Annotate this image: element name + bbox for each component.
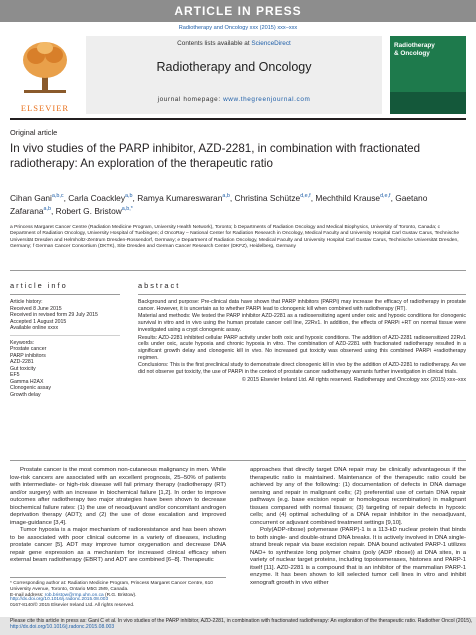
journal-cover-thumbnail <box>390 36 466 114</box>
author-name: , Ramya Kumareswaran <box>132 192 223 203</box>
elsevier-logo <box>10 36 80 114</box>
publisher-name: ELSEVIER <box>20 103 70 113</box>
body-paragraph: Poly(ADP-ribose) polymerase (PARP)-1 is a 113-kD nuclear protein that binds to both single- and double-strand DNA breaks. It is actively involved in DNA single-strand break repair via base excision repair. DNA bound activated PARP-1 utilizes NAD+ to synthesize long polymer chains (poly (ADP ribose)) at DNA sites, in a variety of nuclear target proteins, including topoisomerases, histones and PARP-1 itself [11]. AZD-2281 is a compound that is an inhibitor of the mammalian PARP-1 enzyme. It has been shown to kill selected tumor cell lines in vitro and inhibit xenograft growth in vivo either <box>250 527 466 586</box>
affiliation-marker[interactable]: a,b,* <box>121 206 133 213</box>
history-line: Article history: <box>10 299 43 305</box>
author-name: , Mechthild Krause <box>310 192 381 203</box>
journal-citation-line[interactable]: Radiotherapy and Oncology xxx (2015) xxx–xxx <box>178 25 298 31</box>
cite-doi-link[interactable]: http://dx.doi.org/10.1016/j.radonc.2015.08.003 <box>10 624 115 631</box>
elsevier-tree-icon <box>18 38 72 96</box>
history-line: Received 8 June 2015 <box>10 305 62 312</box>
author-name: Cihan Gani <box>10 192 52 203</box>
author-name: , Christina Schütze <box>229 192 301 203</box>
cite-this-article-box <box>0 617 476 635</box>
email-suffix: (R.G. Bristow). <box>103 593 137 598</box>
header-divider <box>10 118 466 120</box>
author-name: , Robert G. Bristow <box>51 206 122 216</box>
author-email-link[interactable]: rob.bristow@rmp.uhn.on.ca <box>44 593 104 598</box>
article-info-heading: article info <box>10 281 120 295</box>
sciencedirect-link[interactable]: ScienceDirect <box>251 40 291 47</box>
abstract-methods: Material and methods: We tested the PARP inhibitor AZD-2281 as a radiosensitizing agent under oxic and hypoxic conditions for clonogenic survival in vitro and in vivo using the human prostate cancer cell line, 22Rv1. In addition, the effects of PARPi +RT on normal tissue were investigated using a crypt clonogenic assay. <box>138 313 466 333</box>
email-prefix: E-mail address: <box>10 593 45 598</box>
corresponding-author-footnote <box>10 577 226 599</box>
affiliation-marker[interactable]: a,b <box>43 206 52 213</box>
affiliation-marker[interactable]: a,b <box>222 193 230 199</box>
body-right-column <box>250 467 466 587</box>
doi-link[interactable]: http://dx.doi.org/10.1016/j.radonc.2015.08.003 <box>10 597 109 602</box>
abstract-divider <box>10 460 466 461</box>
keyword-item: Gamma H2AX <box>10 378 44 385</box>
journal-title: Radiotherapy and Oncology <box>156 60 312 74</box>
abstract-background: Background and purpose: Pre-clinical data have shown that PARP inhibitors (PARPi) may increase the efficacy of radiotherapy in prostate cancer. However, it is uncertain as to whether PARPi lead to clonogenic kill when combined with radiotherapy (RT). <box>138 299 466 312</box>
keyword-item: Gut toxicity <box>10 365 36 372</box>
keyword-item: AZD-2281 <box>10 359 34 365</box>
history-line: Available online xxxx <box>10 325 59 331</box>
affiliation-marker[interactable]: d,e,f <box>300 193 311 199</box>
cite-text: Please cite this article in press as: Gani C et al. In vivo studies of the PARP inhibitor, AZD-2281, in combination with fractionated radiotherapy: An exploration of the therapeutic ratio. Radiother Oncol (2015), <box>10 618 473 624</box>
issn-copyright: 0167-8140/© 2015 Elsevier Ireland Ltd. All rights reserved. <box>10 603 135 608</box>
keyword-item: PARP inhibitors <box>10 352 46 359</box>
doi-block <box>10 597 226 609</box>
affiliation-marker[interactable]: a,b,c <box>51 193 64 199</box>
article-in-press-banner: ARTICLE IN PRESS <box>0 0 476 22</box>
body-left-column <box>10 467 226 565</box>
keyword-item: EF5 <box>10 372 20 378</box>
cover-title: Radiotherapy & Oncology <box>394 42 435 57</box>
abstract-conclusions: Conclusions: This is the first preclinical study to demonstrate direct clonogenic kill in vivo by the addition of AZD-2281 to radiotherapy. As we did not observe gut toxicity, the use of PARPi in the context of prostate cancer radiotherapy warrants further investigation in clinical trials. <box>138 362 466 376</box>
journal-header <box>10 36 466 116</box>
journal-title-block <box>86 36 382 114</box>
footnote-text: * Corresponding author at: Radiation Medicine Program, Princess Margaret Cancer Centre, 610 University Avenue, Toronto, Ontario M5G 2M9, Canada. <box>10 581 213 592</box>
body-paragraph: approaches that directly target DNA repair may be clinically advantageous if the therapeutic ratio is maintained. Maintenance of the therapeutic ratio could be achieved by any of the following: (1) documentation of defects in DNA damage sensing and repair in malignant cells; (2) preferential use of certain DNA repair pathways (e.g. base excision repair or homologous recombination) in malignant tissues compared with normal tissues; (3) targeting of repair defects in hypoxic cells; and (4) optimal scheduling of a DNA repair inhibitor in the neoadjuvant, concurrent or adjuvant combined treatment settings [9,10]. <box>250 467 466 526</box>
article-type: Original article <box>10 128 58 137</box>
keyword-item: Clonogenic assay <box>10 385 51 391</box>
affiliation-divider <box>10 270 466 271</box>
author-list <box>10 191 466 217</box>
journal-homepage-link[interactable]: www.thegreenjournal.com <box>223 96 311 103</box>
affiliations: a Princess Margaret Cancer Centre (Radiation Medicine Program, University Health Network), Toronto; b Departments of Radiation Oncology and Medical Biophysics, University of Toronto, Canada; c Department of Radiation Oncology, University Hospital of Tuebingen; d OncoRay – National Center for Radiation Research in Oncology, Medical Faculty and University Hospital Carl Gustav Carus, Technische Universität Dresden and Helmholtz-Zentrum Dresden-Rossendorf, Germany; e Department of Radiation Oncology, Medical Faculty and University Hospital Carl Gustav Carus, Technische Universität Dresden, Germany; f German Cancer Consortium (DKTK), Site Dresden and German Cancer Research Center (DKFZ), Heidelberg, Germany <box>10 225 460 250</box>
affiliation-marker[interactable]: a,b <box>125 193 133 199</box>
abstract-results: Results: AZD-2281 inhibited cellular PARP activity under both oxic and hypoxic conditions. The addition of AZD-2281 radiosensitized 22Rv1 cells under oxic, acute hypoxia and chronic hypoxia in vitro. The combination of AZD-2281 with fractionated radiotherapy resulted in a significant growth delay and clonogenic kill in vivo. No increased gut toxicity was observed using this combined PARPi +radiotherapy regimen. <box>138 334 466 361</box>
homepage-prefix: journal homepage: <box>157 96 224 103</box>
body-paragraph: Prostate cancer is the most common non-cutaneous malignancy in men. While low-risk cancers are associated with an excellent prognosis, 25–50% of patients with intermediate- or high-risk disease will fail primary therapy (radiotherapy (RT) and/or surgery) with an increase in biochemical failure [1,2]. In order to improve outcomes after radiotherapy two major strategies have been shown to decrease biochemical failure rates: (1) the use of neoadjuvant and/or concomitant androgen deprivation therapy (ADT); and (2) the use of dose escalation and improved image-guidance [3,4]. <box>10 467 226 526</box>
keyword-item: Growth delay <box>10 391 41 398</box>
contents-prefix: Contents lists available at <box>177 40 252 47</box>
contents-line <box>86 40 382 47</box>
article-info-column <box>10 281 120 398</box>
author-name: , Carla Coackley <box>63 192 126 203</box>
history-line: Received in revised form 29 July 2015 <box>10 312 98 318</box>
body-paragraph: Tumor hypoxia is a major mechanism of radioresistance and has been shown to be associated with poor clinical outcome in a variety of diseases, including prostate cancer [5]. ADT may improve tumor oxygenation and decrease DNA repair gene expression as a mechanism for increased clinical efficacy when external beam radiotherapy (EBRT) and ADT are combined [6–8]. Therapeutic <box>10 527 226 563</box>
keyword-item: Keywords: <box>10 339 35 346</box>
article-title: In vivo studies of the PARP inhibitor, AZD-2281, in combination with fractionated radiotherapy: An exploration of the therapeutic ratio <box>10 142 421 170</box>
author-name: , Gaetano Zafarana <box>10 192 428 216</box>
abstract-column <box>138 281 466 383</box>
keyword-item: Prostate cancer <box>10 346 47 352</box>
journal-homepage-line <box>86 96 382 103</box>
abstract-copyright: © 2015 Elsevier Ireland Ltd. All rights reserved. Radiotherapy and Oncology xxx (2015) xxx–xxx <box>241 376 466 383</box>
cover-stripe <box>390 92 466 114</box>
abstract-heading: abstract <box>138 281 466 295</box>
history-line: Accepted 1 August 2015 <box>10 318 67 325</box>
affiliation-marker[interactable]: d,e,f <box>380 193 391 199</box>
